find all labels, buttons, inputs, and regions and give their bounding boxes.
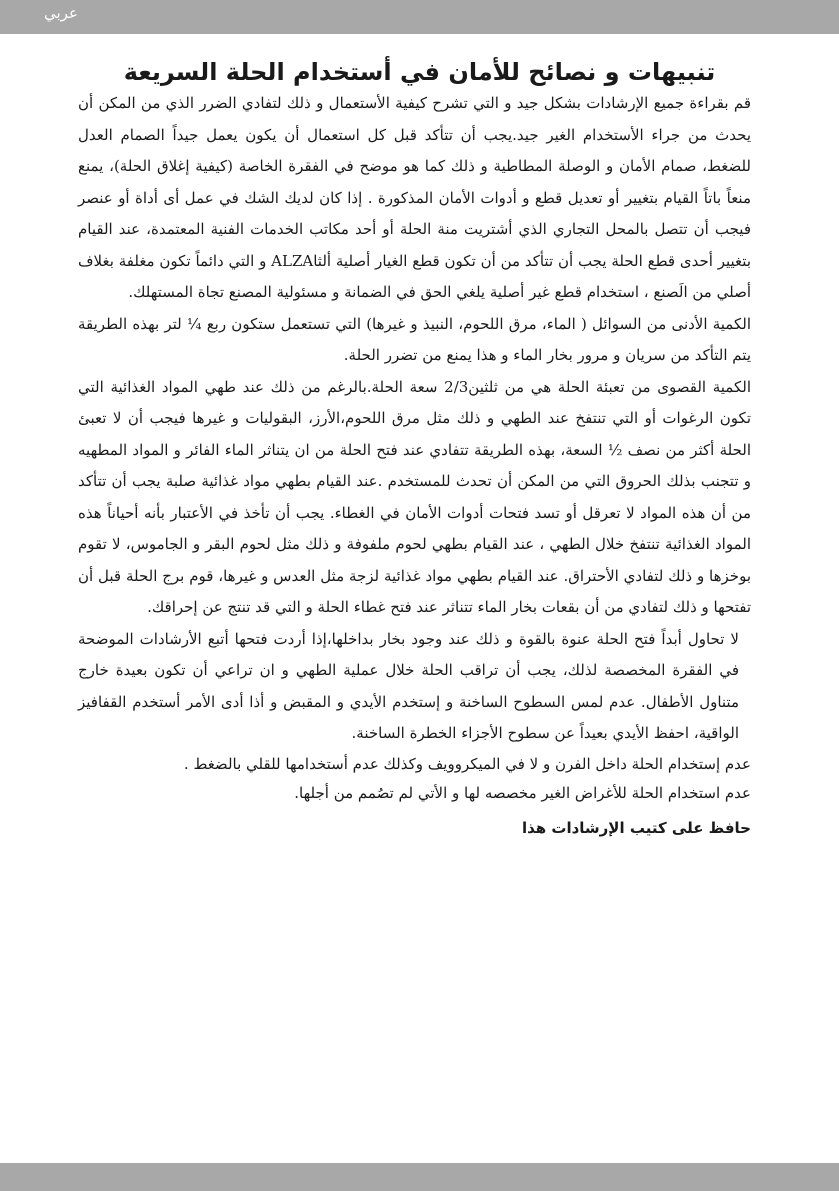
- bottom-bar: [0, 1163, 839, 1191]
- paragraph-opening-warning: لا تحاول أبداً فتح الحلة عنوة بالقوة و ذلك عند وجود بخار بداخلها،إذا أردت فتحها أتبع الأرشادات الموضحة في الفقرة المخصصة لذلك، يجب أن تراقب الحلة خلال عملية الطهي و ان تراعي أن تكون بعيدة خارج متناول الأطفال. عدم لمس السطوح الساخنة و إستخدم الأيدي و المقبض و أذا أدى الأمر أستخدم القفافيز الواقية، احفظ الأيدي بعيداً عن سطوح الأجزاء الخطرة الساخنة.: [78, 629, 739, 742]
- paragraph-maximum-fill: الكمية القصوى من تعبئة الحلة هي من ثلثين2/3 سعة الحلة.بالرغم من ذلك عند طهي المواد الغذائية التي تكون الرغوات أو التي تنتفخ عند الطهي و ذلك مثل مرق اللحوم،الأرز، البقوليات و غيرها فيجب أن لا تعبئ الحلة أكثر من نصف ½ السعة، بهذه الطريقة تتفادي عند فتح الحلة من ان يتناثر الماء الفائر و المواد المطهيه و تتجنب بذلك الحروق التي من المكن أن تحدث للمستخدم .عند القيام بطهي مواد غذائية صلبة يجب أن تتأكد من أن هذه المواد لا تعرقل أو تسد فتحات أدوات الأمان في الغطاء. يجب أن تأخذ في الأعتبار بأنه أحياناً هذه المواد الغذائية تنتفخ خلال الطهي ، عند القيام بطهي لحوم ملفوفة و ذلك مثل لحوم البقر و الجاموس، لا تقوم بوخزها و ذلك لتفادي الأحتراق. عند القيام بطهي مواد غذائية لزجة مثل العدس و غيرها، قوم برج الحلة قبل أن تفتحها و ذلك لتفادي من أن بقعات بخار الماء تتناثر عند فتح غطاء الحلة و التي قد تنتج عن إحراقك.: [78, 377, 751, 616]
- top-bar: [0, 0, 839, 34]
- paragraph-usage-safety: قم بقراءة جميع الإرشادات بشكل جيد و التي تشرح كيفية الأستعمال و ذلك لتفادي الضرر الذي من المكن أن يحدث من جراء الأستخدام الغير جيد.يجب أن تتأكد قبل كل استعمال أن يكون يعمل جيداً الصمام العدل للضغط، صمام الأمان و الوصلة المطاطية و ذلك كما هو موضح في الفقرة الخاصة (كيفية إغلاق الحلة)، يمنع منعاً باتاً القيام بتغيير أو تعديل قطع و أدوات الأمان المذكورة . إذا كان لديك الشك في عمل أى أداة أو عنصر فيجب أن تتصل بالمحل التجاري الذي أشتريت منة الحلة أو أحد مكاتب الخدمات الفنية المعتمدة، عند القيام بتغيير أحدى قطع الحلة يجب أن تتأكد من أن تكون قطع الغيار أصلية ألثاALZA و التي دائماً تكون مغلفة بغلاف أصلي من الَصنع ، استخدام قطع غير أصلية يلغي الحق في الضمانة و مسئولية المصنع تجاة المستهلك.: [78, 94, 751, 301]
- paragraph-intended-use: عدم استخدام الحلة للأغراض الغير مخصصه لها و الأتي لم تصُمم من أجلها.: [294, 784, 751, 802]
- paragraph-minimum-liquid: الكمية الأدنى من السوائل ( الماء، مرق اللحوم، النبيذ و غيرها) التي تستعمل ستكون ربع ¼ لتر بهذه الطريقة يتم التأكد من سريان و مرور بخار الماء و هذا يمنع من تضرر الحلة.: [78, 314, 751, 364]
- page-title: تنبيهات و نصائح للأمان في أستخدام الحلة السريعة: [123, 58, 716, 87]
- closing-note: حافظ على كتيب الإرشادات هذا: [521, 818, 751, 837]
- paragraph-no-oven: عدم إستخدام الحلة داخل الفرن و لا في الميكروويف وكذلك عدم أستخدامها للقلي بالضغط .: [183, 754, 751, 773]
- language-tab[interactable]: عربي: [44, 4, 78, 22]
- document-body: [78, 88, 751, 844]
